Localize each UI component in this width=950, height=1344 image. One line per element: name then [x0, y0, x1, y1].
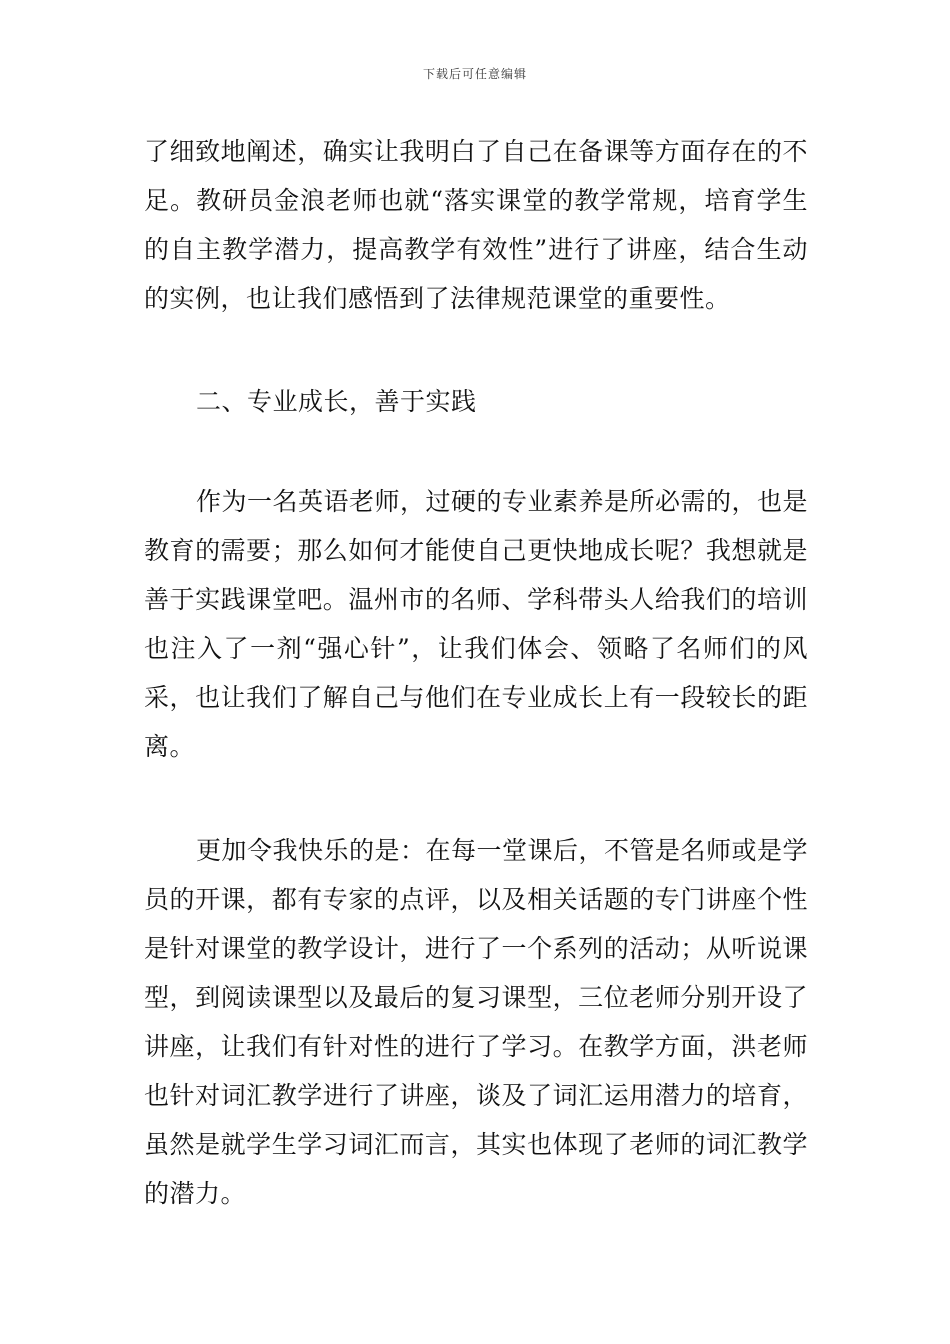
paragraph-happiness: 更加令我快乐的是：在每一堂课后，不管是名师或是学员的开课，都有专家的点评，以及相关话题的专门讲座个性是针对课堂的教学设计，进行了一个系列的活动；从听说课型，到阅读课型以及最后的复习课型，三位老师分别开设了讲座，让我们有针对性的进行了学习。在教学方面，洪老师也针对词汇教学进行了讲座，谈及了词汇运用潜力的培育，虽然是就学生学习词汇而言，其实也体现了老师的词汇教学的潜力。 — [144, 836, 809, 1208]
page-header: 下载后可任意编辑 — [422, 67, 527, 81]
paragraph-professional-growth: 作为一名英语老师，过硬的专业素养是所必需的，也是教育的需要；那么如何才能使自己更快地成长呢？我想就是善于实践课堂吧。温州市的名师、学科带头人给我们的培训也注入了一剂“强心针”，让我们体会、领略了名师们的风采，也让我们了解自己与他们在专业成长上有一段较长的距离。 — [144, 487, 809, 761]
section-heading: 二、专业成长，善于实践 — [196, 387, 477, 416]
paragraph-continuation: 了细致地阐述，确实让我明白了自己在备课等方面存在的不足。教研员金浪老师也就“落实课堂的教学常规，培育学生的自主教学潜力，提高教学有效性”进行了讲座，结合生动的实例，也让我们感悟到了法律规范课堂的重要性。 — [144, 137, 808, 313]
